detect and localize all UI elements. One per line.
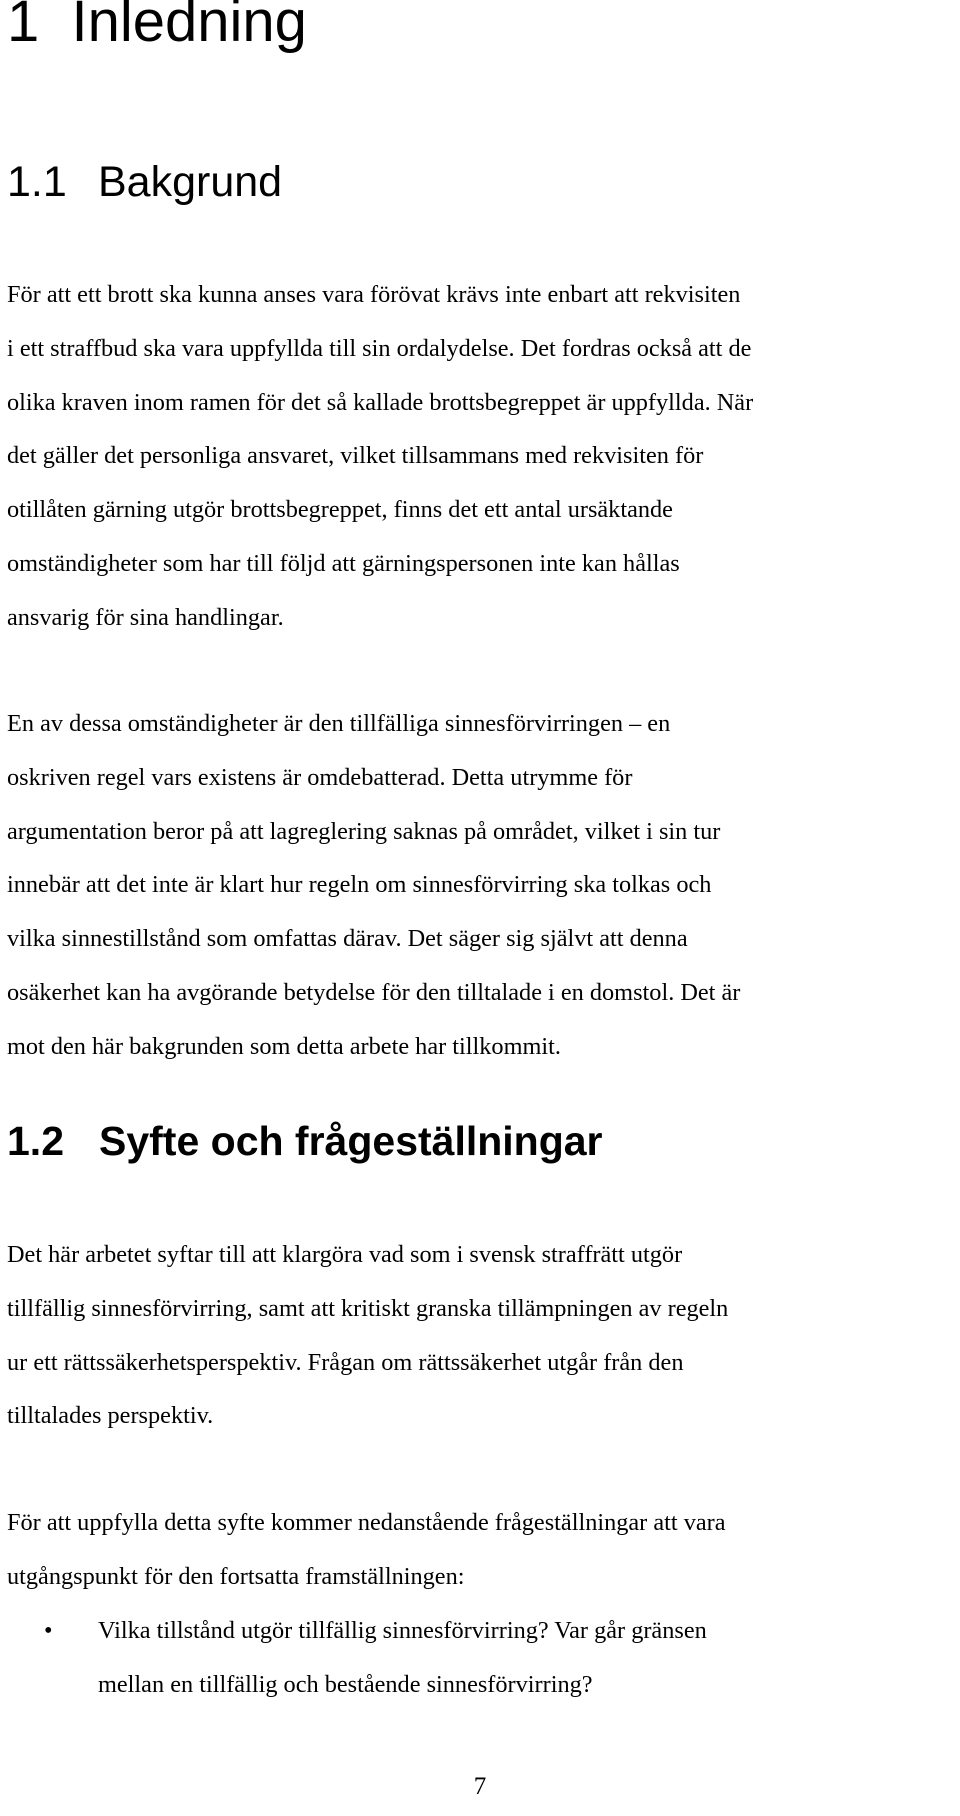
section-title: Syfte och frågeställningar <box>99 1118 603 1164</box>
section-heading-1-2 <box>7 1116 603 1166</box>
text-line: olika kraven inom ramen för det så kallade brottsbegreppet är uppfyllda. När <box>7 388 754 416</box>
bullet-icon: • <box>44 1617 53 1644</box>
text-line: Vilka tillstånd utgör tillfällig sinnesförvirring? Var går gränsen <box>98 1617 707 1644</box>
text-line: i ett straffbud ska vara uppfyllda till sin ordalydelse. Det fordras också att de <box>7 334 752 362</box>
text-line: otillåten gärning utgör brottsbegreppet, finns det ett antal ursäktande <box>7 496 673 524</box>
text-line: tillfällig sinnesförvirring, samt att kritiskt granska tillämpningen av regeln <box>7 1294 729 1322</box>
section-title: Bakgrund <box>98 158 283 206</box>
chapter-heading <box>7 0 307 58</box>
text-line: ansvarig för sina handlingar. <box>7 603 284 631</box>
question-list <box>0 1604 960 1712</box>
paragraph-background-1 <box>7 268 957 645</box>
text-line: oskriven regel vars existens är omdebatterad. Detta utrymme för <box>7 763 633 791</box>
text-line: mellan en tillfällig och bestående sinnesförvirring? <box>98 1670 593 1698</box>
text-line: En av dessa omständigheter är den tillfälliga sinnesförvirringen – en <box>7 710 671 737</box>
paragraph-background-2 <box>7 697 957 1074</box>
text-line: innebär att det inte är klart hur regeln om sinnesförvirring ska tolkas och <box>7 871 712 899</box>
chapter-number: 1 <box>7 0 40 54</box>
paragraph-purpose-2 <box>7 1496 957 1604</box>
list-item-text <box>98 1604 960 1712</box>
text-line: För att uppfylla detta syfte kommer nedanstående frågeställningar att vara <box>7 1509 726 1536</box>
section-number: 1.2 <box>7 1118 64 1164</box>
page-number: 7 <box>473 1773 487 1800</box>
text-line: ur ett rättssäkerhetsperspektiv. Frågan om rättssäkerhet utgår från den <box>7 1348 684 1376</box>
text-line: osäkerhet kan ha avgörande betydelse för den tilltalade i en domstol. Det är <box>7 978 741 1006</box>
text-line: mot den här bakgrunden som detta arbete har tillkommit. <box>7 1032 561 1060</box>
text-line: utgångspunkt för den fortsatta framställningen: <box>7 1562 465 1590</box>
section-number: 1.1 <box>7 158 67 206</box>
text-line: För att ett brott ska kunna anses vara förövat krävs inte enbart att rekvisiten <box>7 281 741 308</box>
text-line: vilka sinnestillstånd som omfattas därav. Det säger sig självt att denna <box>7 925 688 953</box>
paragraph-purpose-1 <box>7 1228 957 1443</box>
text-line: omständigheter som har till följd att gärningspersonen inte kan hållas <box>7 549 680 577</box>
text-line: tilltalades perspektiv. <box>7 1402 214 1430</box>
text-line: det gäller det personliga ansvaret, vilket tillsammans med rekvisiten för <box>7 442 704 470</box>
list-item <box>0 1604 960 1712</box>
text-line: argumentation beror på att lagreglering saknas på området, vilket i sin tur <box>7 817 721 845</box>
chapter-title: Inledning <box>71 0 307 54</box>
text-line: Det här arbetet syftar till att klargöra vad som i svensk straffrätt utgör <box>7 1241 683 1268</box>
section-heading-1-1 <box>7 157 282 207</box>
